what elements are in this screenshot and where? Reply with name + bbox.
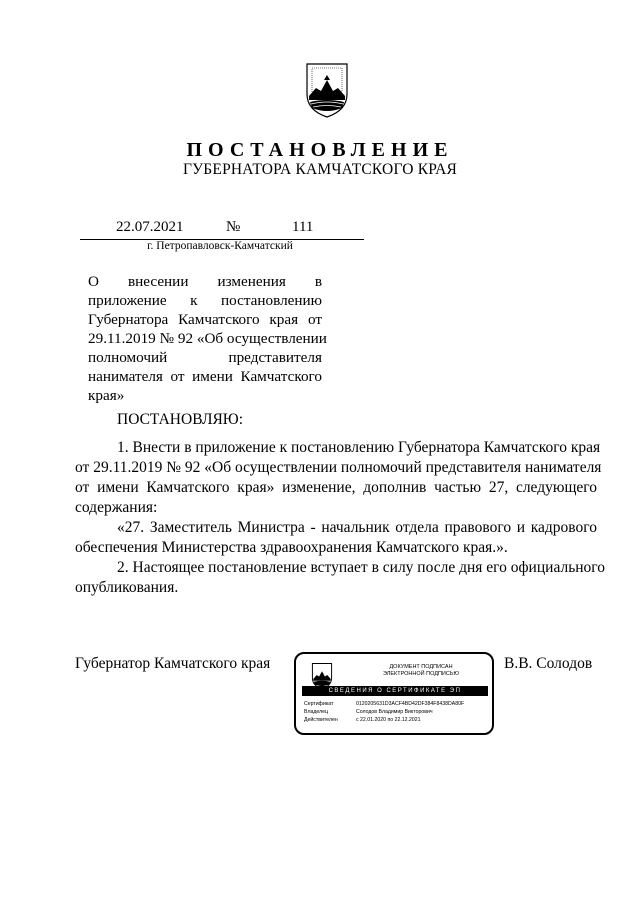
subject-line: полномочий представителя [88,349,322,366]
electronic-signature-stamp [294,652,494,735]
stamp-row [304,709,433,716]
body-line: от 29.11.2019 № 92 «Об осуществлении полномочий представителя нанимателя [75,459,602,476]
body-line: обеспечения Министерства здравоохранения Камчатского края.». [75,539,508,556]
document-body [75,438,606,598]
subject-line: 29.11.2019 № 92 «Об осуществлении [88,330,327,347]
city: г. Петропавловск-Камчатский [147,240,293,252]
registration-date: 22.07.2021 [116,219,184,235]
signatory-position: Губернатор Камчатского края [75,655,271,672]
subject-line: О внесении изменения в [88,273,322,290]
subject-line: нанимателя от имени Камчатского [88,368,322,385]
body-line: 1. Внести в приложение к постановлению Губернатора Камчатского края [117,439,601,456]
subject-line: Губернатора Камчатского края от [88,311,322,328]
registration-number: 111 [292,219,314,235]
stamp-header-line: ЭЛЕКТРОННОЙ ПОДПИСЬЮ [382,671,460,677]
stamp-row-value: Солодов Владимир Викторович [356,709,433,715]
body-line: опубликования. [75,579,179,596]
stamp-row-label: Действителен [304,717,338,723]
kamchatka-coat-of-arms-icon [302,62,352,118]
subject-line: приложение к постановлению [88,292,322,309]
document-subject [88,272,327,405]
subject-line: края» [88,387,125,404]
registration-number-sign: № [226,219,241,235]
document-subtitle: ГУБЕРНАТОРА КАМЧАТСКОГО КРАЯ [182,161,458,178]
body-line: 2. Настоящее постановление вступает в силу после дня его официального [117,559,606,576]
stamp-row [304,717,421,724]
stamp-row-label: Владелец [304,709,328,715]
document-title: ПОСТАНОВЛЕНИЕ [186,139,454,161]
stamp-row [304,701,464,708]
coat-of-arms-emblem [302,62,352,118]
stamp-row-value: 0120205631D3ACF4BD42DF384F8438DA80F [356,701,465,707]
decree-word: ПОСТАНОВЛЯЮ: [117,411,244,428]
body-line: от имени Камчатского края» изменение, дополнив частью 27, следующего [75,479,597,496]
stamp-header-line: ДОКУМЕНТ ПОДПИСАН [389,664,453,670]
stamp-row-value: с 22.01.2020 по 22.12.2021 [356,717,421,723]
stamp-banner: СВЕДЕНИЯ О СЕРТИФИКАТЕ ЭП [302,686,488,696]
signatory-name: В.В. Солодов [504,655,593,672]
body-line: содержания: [75,499,158,516]
stamp-row-label: Сертификат [304,701,334,707]
registration-line [80,219,364,240]
body-line: «27. Заместитель Министра - начальник отдела правового и кадрового [117,519,597,536]
